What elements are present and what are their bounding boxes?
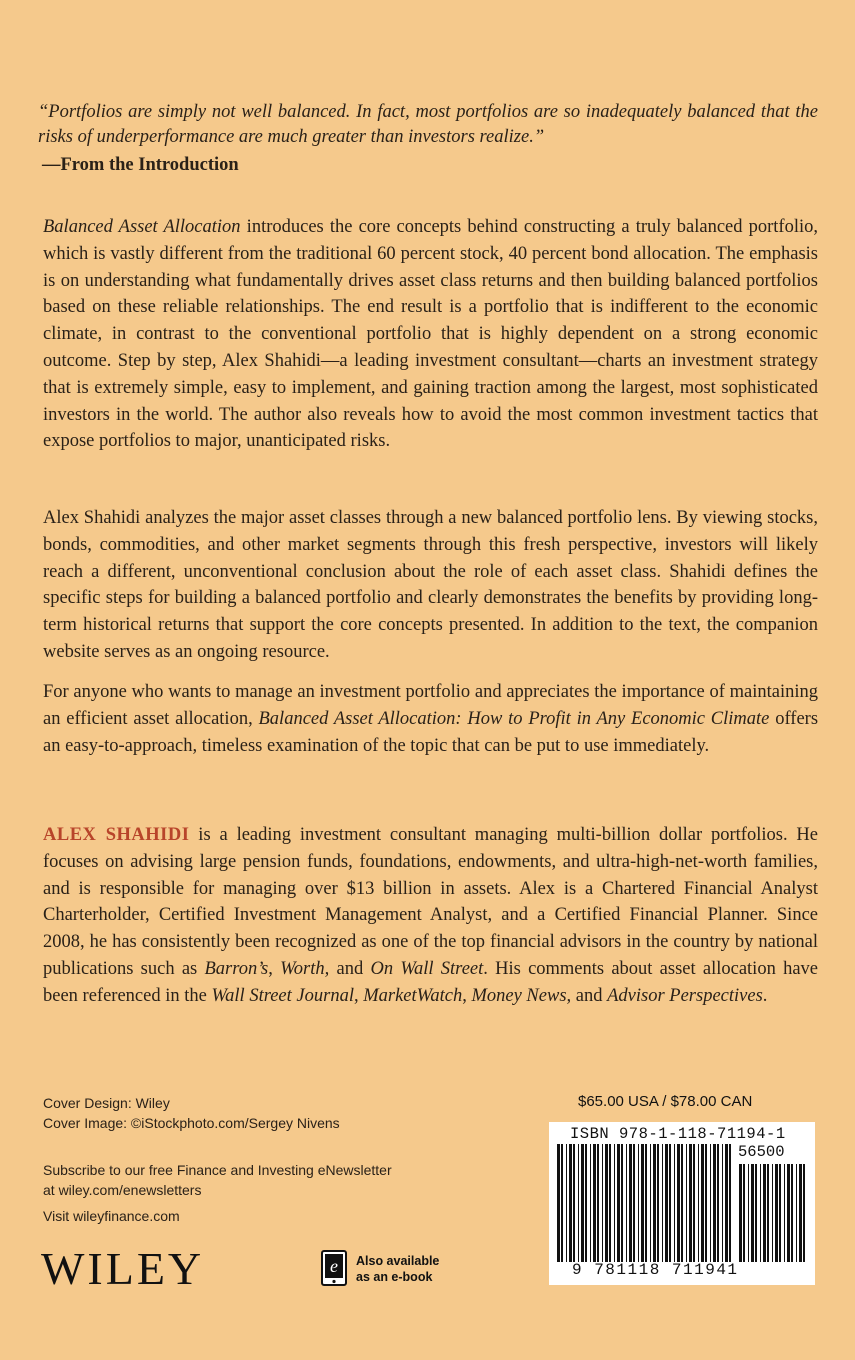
price-label: $65.00 USA / $78.00 CAN (578, 1093, 753, 1110)
wiley-logo: WILEY (41, 1243, 205, 1294)
bio-text: , (268, 958, 281, 979)
publication-name: Worth, (280, 958, 330, 979)
cover-design-credit: Cover Design: Wiley (43, 1095, 170, 1111)
publication-name: On Wall Street (370, 958, 484, 979)
publication-name: Advisor Perspectives (607, 985, 763, 1006)
ebook-icon (321, 1250, 347, 1286)
barcode-number: 9 781118 711941 (572, 1261, 739, 1279)
author-bio (43, 822, 818, 1010)
bio-text: , (353, 985, 364, 1006)
svg-text:e: e (330, 1256, 338, 1276)
description-paragraph-1 (43, 214, 818, 455)
book-title: Balanced Asset Allocation (43, 217, 241, 237)
bio-text: and (571, 985, 608, 1006)
publication-name: Money News, (471, 985, 572, 1006)
description-text: For anyone who wants to manage an investment portfolio and appreciates the importance of maintaining an efficient asset allocation, (43, 682, 818, 729)
cover-image-credit: Cover Image: ©iStockphoto.com/Sergey Nivens (43, 1115, 340, 1131)
visit-website: Visit wileyfinance.com (43, 1208, 180, 1224)
bio-text: is a leading investment consultant managing multi-billion dollar portfolios. He focuses on advising large pension funds, foundations, endowments, and ultra-high-net-worth families, and is responsible for managing over $13 billion in assets. Alex is a Chartered Financial Analyst Charterholder, Certified Investment Management Analyst, and a Certified Financial Planner. Since 2008, he has consistently been recognized as one of the top financial advisors in the country by national publications such as (43, 825, 819, 979)
quote-attribution: —From the Introduction (42, 155, 239, 175)
isbn-label: ISBN 978-1-118-71194-1 (570, 1125, 786, 1143)
ebook-line: as an e-book (356, 1270, 433, 1284)
book-full-title: Balanced Asset Allocation: How to Profit in Any Economic Climate (258, 708, 770, 729)
author-name: ALEX SHAHIDI (43, 825, 190, 845)
description-paragraph-2: Alex Shahidi analyzes the major asset classes through a new balanced portfolio lens. By viewing stocks, bonds, commodities, and other market segments through this fresh perspective, investors will likely reach a different, unconventional conclusion about the role of each asset class. Shahidi defines the specific steps for building a balanced portfolio and clearly demonstrates the benefits by providing long-term historical returns that support the core concepts presented. In addition to the text, the companion website serves as an ongoing resource. (43, 508, 818, 662)
description-text: offers an easy-to-approach, timeless examination of the topic that can be put to use immediately. (43, 708, 819, 756)
ebook-note (356, 1253, 439, 1285)
publication-name: MarketWatch (363, 985, 463, 1006)
newsletter-link: at wiley.com/enewsletters (43, 1182, 202, 1198)
description-text: introduces the core concepts behind constructing a truly balanced portfolio, which is vastly different from the traditional 60 percent stock, 40 percent bond allocation. The emphasis is on understanding what fundamentally drives asset class returns and then building balanced portfolios based on these reliable relationships. The end result is a portfolio that is indifferent to the economic climate, in contrast to the conventional portfolio that is highly dependent on a strong economic outcome. Step by step, Alex Shahidi—a leading investment consultant—charts an investment strategy that is extremely simple, easy to implement, and gaining traction among the largest, most sophisticated investors in the world. The author also reveals how to avoid the most common investment tactics that expose portfolios to major, unanticipated risks. (43, 217, 818, 452)
price-code: 56500 (738, 1143, 785, 1161)
newsletter-note (43, 1160, 392, 1200)
ebook-line: Also available (356, 1254, 440, 1268)
bio-text: and (329, 958, 371, 979)
bio-text: , (462, 985, 472, 1006)
cover-credits (43, 1093, 340, 1133)
publication-name: Wall Street Journal (211, 985, 354, 1006)
description-paragraph-3 (43, 679, 818, 759)
back-cover-quote: “Portfolios are simply not well balanced. In fact, most portfolios are so inadequately balanced that the risks of underperformance are much greater than investors realize.” (38, 102, 818, 147)
bio-text: . His comments about asset allocation have been referenced in the (43, 958, 818, 1006)
publication-name: Barron’s (204, 958, 269, 979)
newsletter-line: Subscribe to our free Finance and Investing eNewsletter (43, 1162, 392, 1178)
bio-text: . (762, 985, 768, 1006)
